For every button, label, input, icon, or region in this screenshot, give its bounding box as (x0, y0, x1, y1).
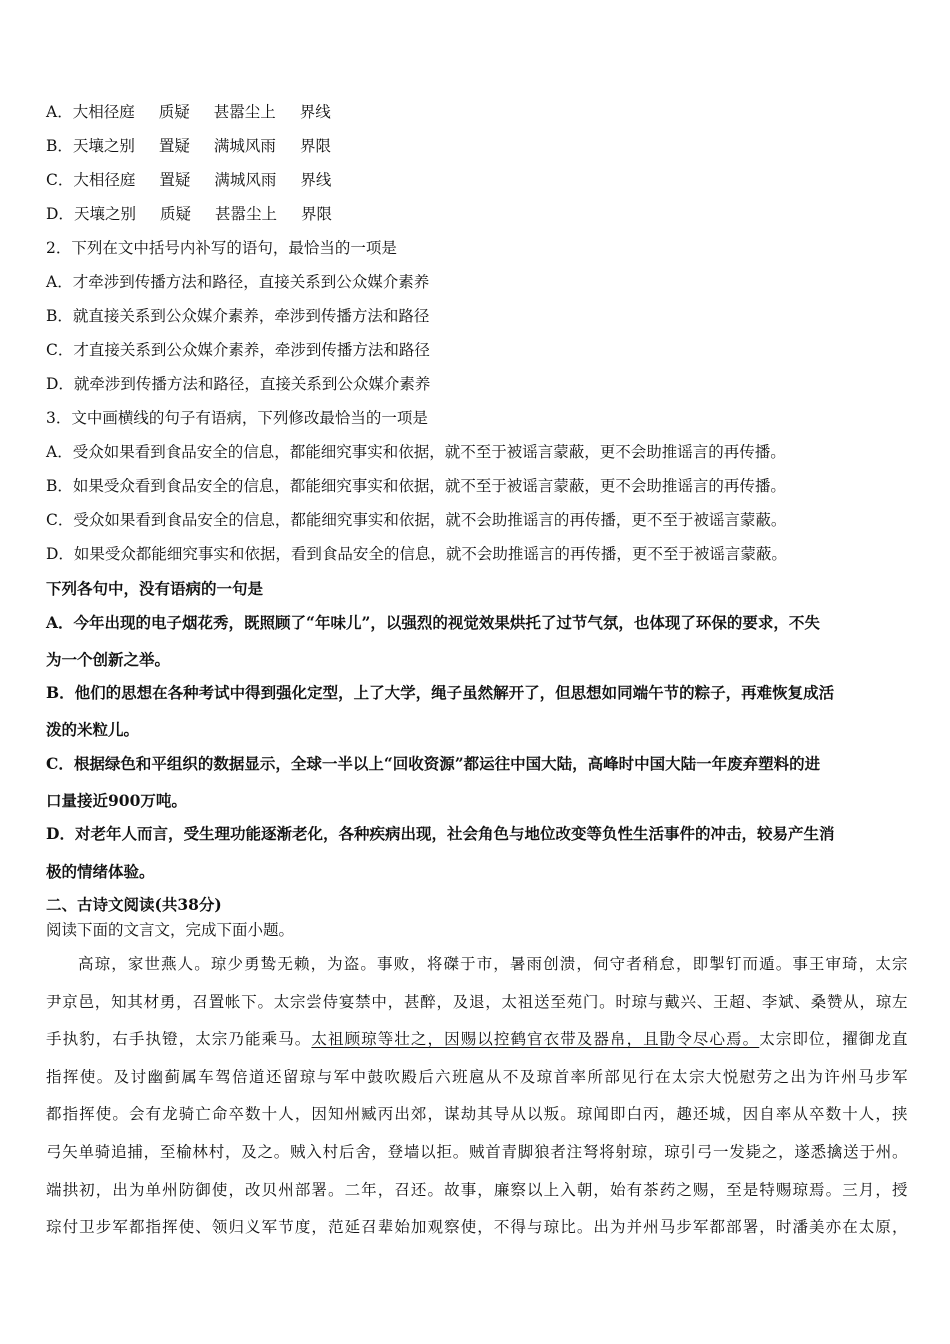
q1-option-a: A．大相径庭 质疑 甚嚣尘上 界线 (46, 103, 331, 121)
q1-option-c: C．大相径庭 置疑 满城风雨 界线 (46, 171, 332, 189)
passage-line: 指挥使。及讨幽蓟属车驾倍道还留琼与军中鼓吹殿后六班扈从不及琼首率所部见行在太宗大悦慰劳之出为许州马步军 (46, 1067, 908, 1086)
q4-option-d-line1: D．对老年人而言，受生理功能逐渐老化，各种疾病出现，社会角色与地位改变等负性生活事件的冲击，较易产生消 (46, 824, 835, 843)
passage-line: 端拱初，出为单州防御使，改贝州部署。二年，召还。故事，廉察以上入朝，始有茶药之赐，至是特赐琼焉。三月，授 (46, 1180, 908, 1199)
q3-option-a: A．受众如果看到食品安全的信息，都能细究事实和依据，就不至于被谣言蒙蔽，更不会助推谣言的再传播。 (46, 443, 786, 461)
q3-option-b: B．如果受众看到食品安全的信息，都能细究事实和依据，就不至于被谣言蒙蔽，更不会助推谣言的再传播。 (46, 477, 786, 495)
q2-option-d: D．就牵涉到传播方法和路径，直接关系到公众媒介素养 (46, 375, 431, 393)
q2-option-b: B．就直接关系到公众媒介素养，牵涉到传播方法和路径 (46, 307, 430, 325)
section-heading: 二、古诗文阅读(共38分) (46, 895, 222, 914)
classical-passage (46, 946, 908, 1247)
q1-option-b: B．天壤之别 置疑 满城风雨 界限 (46, 137, 331, 155)
passage-line: 弓矢单骑追捕，至榆林村，及之。贼入村后舍，登墙以拒。贼首青脚狼者注弩将射琼，琼引弓一发毙之，遂悉擒送于州。 (46, 1142, 908, 1161)
q4-option-b-line2: 泼的米粒儿。 (46, 720, 140, 739)
q4-option-a-line2: 为一个创新之举。 (46, 650, 171, 669)
underlined-sentence: 太祖顾琼等壮之，因赐以控鹤官衣带及器帛，且勖令尽心焉。 (311, 1030, 760, 1049)
section-instruction: 阅读下面的文言文，完成下面小题。 (46, 921, 295, 939)
q3-option-d: D．如果受众都能细究事实和依据，看到食品安全的信息，就不会助推谣言的再传播，更不至于被谣言蒙蔽。 (46, 545, 787, 563)
q2-option-a: A．才牵涉到传播方法和路径，直接关系到公众媒介素养 (46, 273, 430, 291)
q4-option-a-line1: A．今年出现的电子烟花秀，既照顾了“年味儿”，以强烈的视觉效果烘托了过节气氛，也体现了环保的要求，不失 (46, 613, 820, 632)
q2-option-c: C．才直接关系到公众媒介素养，牵涉到传播方法和路径 (46, 341, 430, 359)
passage-line: 手执豹，右手执镫，太宗乃能乘马。太祖顾琼等壮之，因赐以控鹤官衣带及器帛，且勖令尽心焉。太宗即位，擢御龙直 (46, 1030, 908, 1049)
passage-line: 尹京邑，知其材勇，召置帐下。太宗尝侍宴禁中，甚醉，及退，太祖送至苑门。时琼与戴兴、王超、李斌、桑赞从，琼左 (46, 992, 908, 1011)
q3-stem: 3．文中画横线的句子有语病，下列修改最恰当的一项是 (46, 409, 428, 427)
passage-line: 高琼，家世燕人。琼少勇鸷无赖，为盗。事败，将磔于市，暑雨创溃，伺守者稍怠，即掣钉而遁。事王审琦，太宗 (78, 955, 908, 973)
q3-option-c: C．受众如果看到食品安全的信息，都能细究事实和依据，就不会助推谣言的再传播，更不至于被谣言蒙蔽。 (46, 511, 787, 529)
passage-line: 琮付卫步军都指挥使、领归义军节度，范延召辈始加观察使，不得与琼比。出为并州马步军都部署，时潘美亦在太原， (46, 1218, 908, 1237)
q1-option-d: D．天壤之别 质疑 甚嚣尘上 界限 (46, 205, 332, 223)
q2-stem: 2．下列在文中括号内补写的语句，最恰当的一项是 (46, 239, 397, 257)
q4-option-c-line1: C．根据绿色和平组织的数据显示，全球一半以上“回收资源”都运往中国大陆，高峰时中国大陆一年废弃塑料的进 (46, 754, 821, 773)
q4-option-d-line2: 极的情绪体验。 (46, 862, 155, 881)
passage-line: 都指挥使。会有龙骑亡命卒数十人，因知州臧丙出郊，谋劫其导从以叛。琼闻即白丙，趣还城，因自率从卒数十人，挟 (46, 1105, 908, 1124)
q4-option-b-line1: B．他们的思想在各种考试中得到强化定型，上了大学，绳子虽然解开了，但思想如同端午节的粽子，再难恢复成活 (46, 683, 835, 702)
q4-stem: 下列各句中，没有语病的一句是 (46, 579, 264, 598)
q4-option-c-line2: 口量接近900万吨。 (46, 791, 187, 810)
